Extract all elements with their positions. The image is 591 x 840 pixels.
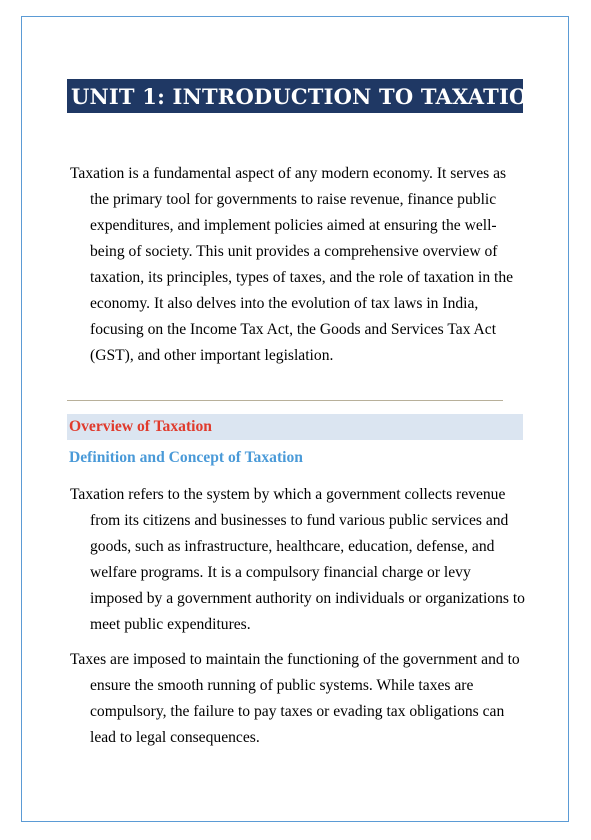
body-paragraph-purpose: Taxes are imposed to maintain the functioning of the government and to ensure the smooth running of public systems. While taxes are compulsory, the failure to pay taxes or evading tax obligations can lead to legal consequences.	[70, 651, 520, 746]
section-heading: Overview of Taxation	[69, 418, 212, 435]
unit-title: UNIT 1: INTRODUCTION TO TAXATION	[71, 83, 547, 109]
unit-title-banner	[67, 79, 547, 113]
section-heading-band	[67, 414, 523, 440]
body-paragraph-definition: Taxation refers to the system by which a government collects revenue from its citizens and businesses to fund various public services and goods, such as infrastructure, healthcare, education, defense, and welfare programs. It is a compulsory financial charge or levy imposed by a government authority on individuals or organizations to meet public expenditures.	[70, 486, 525, 633]
section-divider	[67, 400, 503, 401]
intro-paragraph: Taxation is a fundamental aspect of any modern economy. It serves as the primary tool for governments to raise revenue, finance public expenditures, and implement policies aimed at ensuring the well-being of society. This unit provides a comprehensive overview of taxation, its principles, types of taxes, and the role of taxation in the economy. It also delves into the evolution of tax laws in India, focusing on the Income Tax Act, the Goods and Services Tax Act (GST), and other important legislation.	[70, 165, 514, 364]
sub-heading: Definition and Concept of Taxation	[69, 449, 303, 466]
